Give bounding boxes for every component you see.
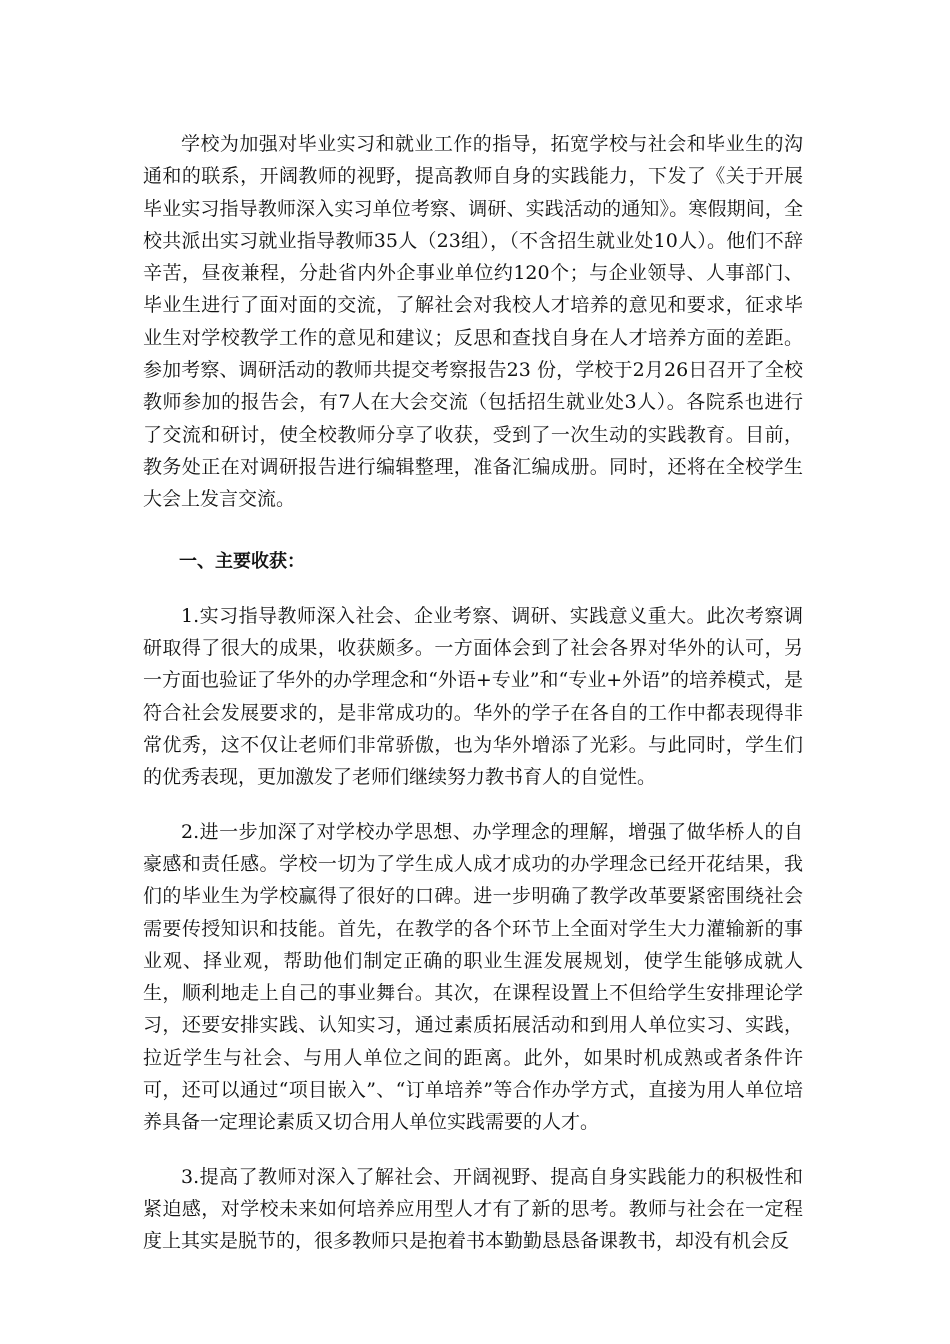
document-body [143, 128, 803, 1258]
item-paragraph-1: 1.实习指导教师深入社会、企业考察、调研、实践意义重大。此次考察调研取得了很大的成果，收获颇多。一方面体会到了社会各界对华外的认可，另一方面也验证了华外的办学理念和“外语+专业”和“专业+外语”的培养模式，是符合社会发展要求的，是非常成功的。华外的学子在各自的工作中都表现得非常优秀，这不仅让老师们非常骄傲，也为华外增添了光彩。与此同时，学生们的优秀表现，更加激发了老师们继续努力教书育人的自觉性。 [143, 604, 803, 789]
item-paragraph-2: 2.进一步加深了对学校办学思想、办学理念的理解，增强了做华桥人的自豪感和责任感。学校一切为了学生成人成才成功的办学理念已经开花结果，我们的毕业生为学校赢得了很好的口碑。进一步明确了教学改革要紧密围绕社会需要传授知识和技能。首先，在教学的各个环节上全面对学生大力灌输新的事业观、择业观，帮助他们制定正确的职业生涯发展规划，使学生能够成就人生，顺利地走上自己的事业舞台。其次，在课程设置上不但给学生安排理论学习，还要安排实践、认知实习，通过素质拓展活动和到用人单位实习、实践，拉近学生与社会、与用人单位之间的距离。此外，如果时机成熟或者条件许可，还可以通过“项目嵌入”、“订单培养”等合作办学方式，直接为用人单位培养具备一定理论素质又切合用人单位实践需要的人才。 [143, 820, 803, 1134]
section-heading: 一、主要收获： [179, 550, 305, 572]
item-paragraph-3: 3.提高了教师对深入了解社会、开阔视野、提高自身实践能力的积极性和紧迫感，对学校未来如何培养应用型人才有了新的思考。教师与社会在一定程度上其实是脱节的，很多教师只是抱着书本勤勤恳恳备课教书，却没有机会反 [143, 1165, 803, 1253]
intro-paragraph: 学校为加强对毕业实习和就业工作的指导，拓宽学校与社会和毕业生的沟通和的联系，开阔教师的视野，提高教师自身的实践能力，下发了《关于开展毕业实习指导教师深入实习单位考察、调研、实践活动的通知》。寒假期间，全校共派出实习就业指导教师35人（23组），（不含招生就业处10人）。他们不辞辛苦，昼夜兼程，分赴省内外企事业单位约120个；与企业领导、人事部门、毕业生进行了面对面的交流，了解社会对我校人才培养的意见和要求，征求毕业生对学校教学工作的意见和建议；反思和查找自身在人才培养方面的差距。参加考察、调研活动的教师共提交考察报告23 份，学校于2月26日召开了全校教师参加的报告会，有7人在大会交流（包括招生就业处3人）。各院系也进行了交流和研讨，使全校教师分享了收获，受到了一次生动的实践教育。目前，教务处正在对调研报告进行编辑整理，准备汇编成册。同时，还将在全校学生大会上发言交流。 [143, 133, 803, 511]
